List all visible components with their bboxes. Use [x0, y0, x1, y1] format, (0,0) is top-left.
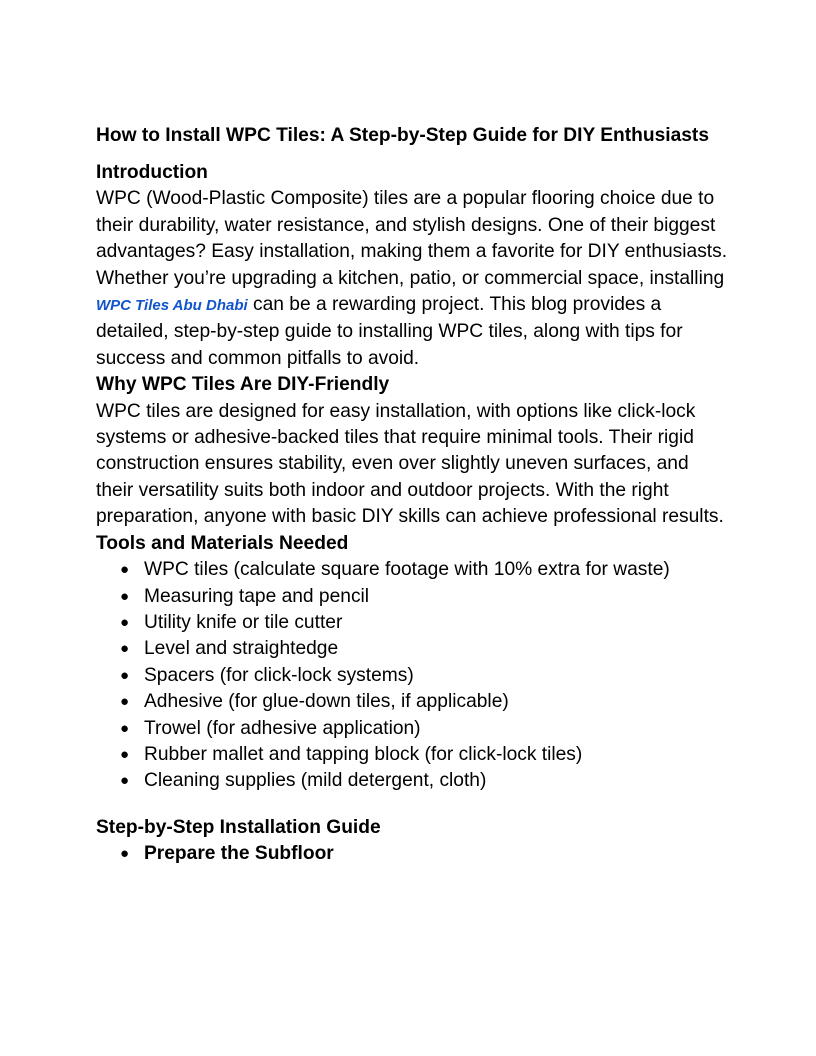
- list-item: ● Prepare the Subfloor: [96, 841, 728, 867]
- list-item: ● Spacers (for click-lock systems): [96, 663, 728, 689]
- diy-paragraph: WPC tiles are designed for easy installation, with options like click-lock systems or adhesive-backed tiles that require minimal tools. Their rigid construction ensures stability, even over slightly uneven surfaces, and their versatility suits both indoor and outdoor projects. With the right preparation, anyone with basic DIY skills can achieve professional results.: [96, 400, 724, 528]
- steps-heading: Step-by-Step Installation Guide: [96, 816, 381, 838]
- list-item: ● Cleaning supplies (mild detergent, cloth): [96, 768, 728, 794]
- list-item: ● Level and straightedge: [96, 636, 728, 662]
- list-item: ● Utility knife or tile cutter: [96, 610, 728, 636]
- list-item: ● WPC tiles (calculate square footage with 10% extra for waste): [96, 557, 728, 583]
- document-page: [96, 122, 728, 868]
- list-item: ● Measuring tape and pencil: [96, 584, 728, 610]
- wpc-tiles-link[interactable]: WPC Tiles Abu Dhabi: [96, 297, 248, 315]
- spacer: [96, 795, 728, 815]
- document-title: How to Install WPC Tiles: A Step-by-Step Guide for DIY Enthusiasts: [96, 125, 709, 146]
- tools-list: [96, 557, 728, 795]
- list-item: ● Trowel (for adhesive application): [96, 716, 728, 742]
- list-item: ● Adhesive (for glue-down tiles, if applicable): [96, 689, 728, 715]
- intro-text-after-link: can be a rewarding project. This blog provides a detailed, step-by-step guide to installing WPC tiles, along with tips for success and common pitfalls to avoid.: [96, 294, 683, 369]
- intro-text-before-link: WPC (Wood-Plastic Composite) tiles are a popular flooring choice due to their durability, water resistance, and stylish designs. One of their biggest advantages? Easy installation, making them a favorite for DIY enthusiasts. Whether you’re upgrading a kitchen, patio, or commercial space, installing: [96, 188, 728, 289]
- steps-list: [96, 841, 728, 867]
- list-item: ● Rubber mallet and tapping block (for click-lock tiles): [96, 742, 728, 768]
- intro-heading: Introduction: [96, 162, 208, 183]
- tools-heading: Tools and Materials Needed: [96, 532, 349, 554]
- intro-paragraph: [96, 186, 728, 372]
- diy-heading: Why WPC Tiles Are DIY-Friendly: [96, 374, 390, 396]
